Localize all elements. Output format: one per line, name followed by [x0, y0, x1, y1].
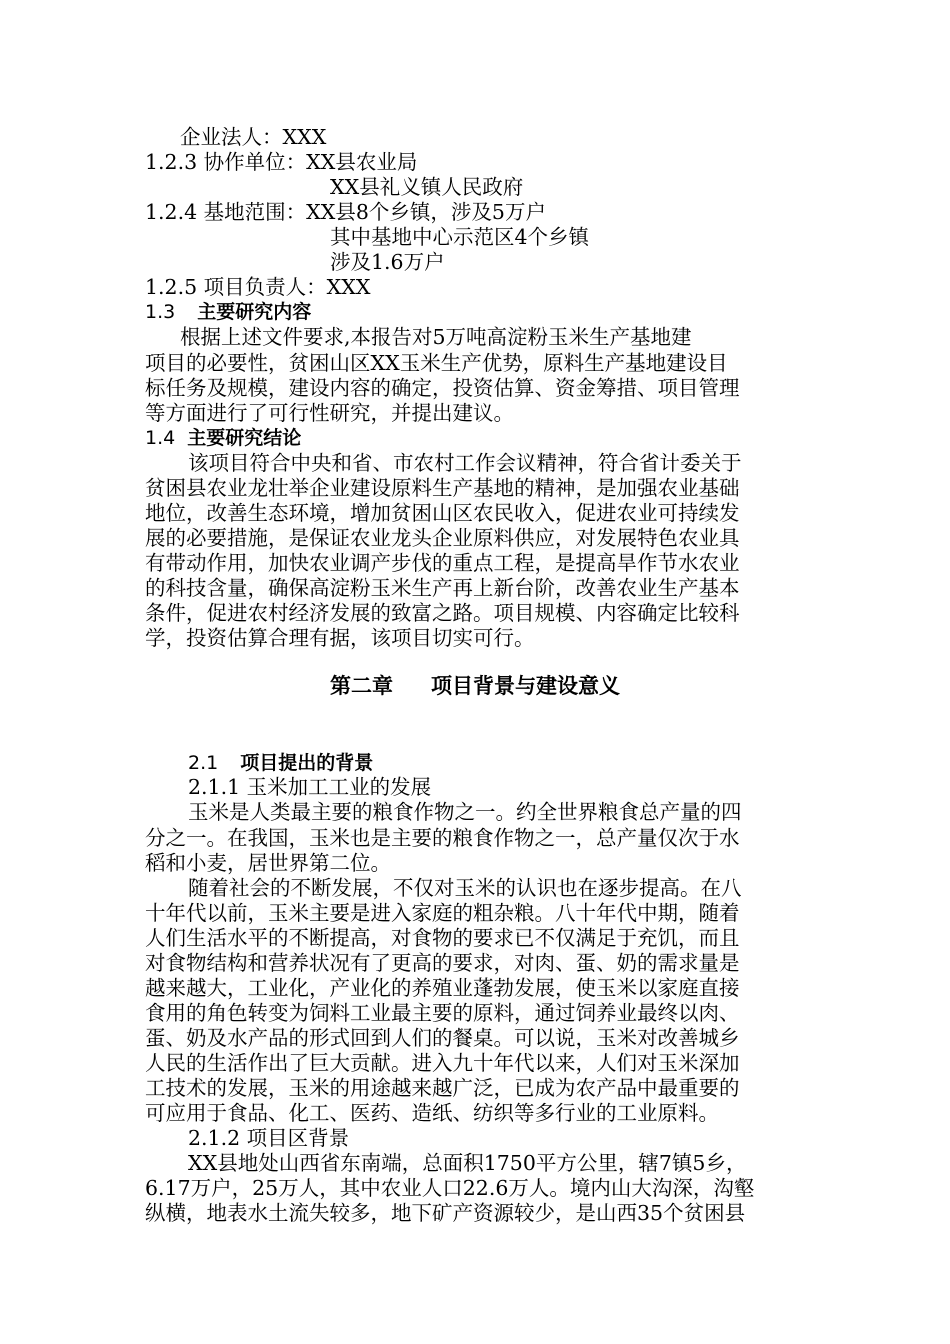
paragraph-line: 项目的必要性，贫困山区XX玉米生产优势，原料生产基地建设目 — [145, 351, 728, 375]
paragraph-line: 食用的角色转变为饲料工业最主要的原料，通过饲养业最终以肉、 — [145, 1001, 740, 1025]
section-number: 2.1 — [188, 752, 219, 774]
paragraph-line: 蛋、奶及水产品的形式回到人们的餐桌。可以说，玉米对改善城乡 — [145, 1026, 740, 1050]
paragraph-line: 稻和小麦，居世界第二位。 — [145, 851, 391, 875]
section-2-1-2-heading: 2.1.2 项目区背景 — [188, 1126, 350, 1150]
paragraph-line: 越来越大，工业化，产业化的养殖业蓬勃发展，使玉米以家庭直接 — [145, 976, 740, 1000]
section-1-2-3-continuation: XX县礼义镇人民政府 — [330, 175, 524, 199]
paragraph-line: 贫困县农业龙壮举企业建设原料生产基地的精神，是加强农业基础 — [145, 476, 740, 500]
section-1-2-5-line: 1.2.5 项目负责人：XXX — [145, 275, 371, 299]
section-2-1-heading — [188, 750, 373, 776]
paragraph-line: 地位，改善生态环境，增加贫困山区农民收入，促进农业可持续发 — [145, 501, 740, 525]
section-1-2-4-line: 1.2.4 基地范围：XX县8个乡镇，涉及5万户 — [145, 200, 546, 224]
legal-person-line: 企业法人：XXX — [180, 125, 327, 149]
section-1-2-4-continuation-2: 涉及1.6万户 — [330, 250, 445, 274]
section-number: 1.3 — [145, 301, 176, 323]
paragraph-line: 十年代以前，玉米主要是进入家庭的粗杂粮。八十年代中期，随着 — [145, 901, 740, 925]
paragraph-line: 纵横，地表水土流失较多，地下矿产资源较少，是山西35个贫困县 — [145, 1201, 746, 1225]
paragraph-line: 的科技含量，确保高淀粉玉米生产再上新台阶，改善农业生产基本 — [145, 576, 740, 600]
paragraph-line: 6.17万户，25万人，其中农业人口22.6万人。境内山大沟深，沟壑 — [145, 1176, 755, 1200]
paragraph-line: 分之一。在我国，玉米也是主要的粮食作物之一，总产量仅次于水 — [145, 826, 740, 850]
paragraph-line: XX县地处山西省东南端，总面积1750平方公里，辖7镇5乡， — [188, 1151, 747, 1175]
section-title: 主要研究结论 — [187, 427, 302, 449]
paragraph-line: 可应用于食品、化工、医药、造纸、纺织等多行业的工业原料。 — [145, 1101, 719, 1125]
section-title: 项目提出的背景 — [240, 752, 374, 774]
section-1-4-heading — [145, 425, 301, 451]
paragraph-line: 标任务及规模，建设内容的确定，投资估算、资金筹措、项目管理 — [145, 376, 740, 400]
paragraph-line: 等方面进行了可行性研究，并提出建议。 — [145, 401, 514, 425]
paragraph-line: 展的必要措施，是保证农业龙头企业原料供应，对发展特色农业具 — [145, 526, 740, 550]
paragraph-line: 人民的生活作出了巨大贡献。进入九十年代以来，人们对玉米深加 — [145, 1051, 740, 1075]
paragraph-line: 该项目符合中央和省、市农村工作会议精神，符合省计委关于 — [188, 451, 742, 475]
paragraph-line: 对食物结构和营养状况有了更高的要求，对肉、蛋、奶的需求量是 — [145, 951, 740, 975]
section-title: 主要研究内容 — [197, 301, 312, 323]
chapter-heading — [0, 672, 950, 700]
paragraph-line: 工技术的发展，玉米的用途越来越广泛，已成为农产品中最重要的 — [145, 1076, 740, 1100]
section-2-1-1-heading: 2.1.1 玉米加工工业的发展 — [188, 775, 432, 799]
paragraph-line: 人们生活水平的不断提高，对食物的要求已不仅满足于充饥，而且 — [145, 926, 740, 950]
chapter-title: 项目背景与建设意义 — [431, 674, 620, 698]
paragraph-line: 根据上述文件要求,本报告对5万吨高淀粉玉米生产基地建 — [180, 325, 692, 349]
paragraph-line: 有带动作用，加快农业调产步伐的重点工程，是提高旱作节水农业 — [145, 551, 740, 575]
paragraph-line: 玉米是人类最主要的粮食作物之一。约全世界粮食总产量的四 — [188, 800, 742, 824]
paragraph-line: 随着社会的不断发展，不仅对玉米的认识也在逐步提高。在八 — [188, 876, 742, 900]
section-1-2-4-continuation-1: 其中基地中心示范区4个乡镇 — [330, 225, 590, 249]
paragraph-line: 学，投资估算合理有据，该项目切实可行。 — [145, 626, 535, 650]
chapter-number: 第二章 — [330, 674, 393, 698]
section-number: 1.4 — [145, 427, 176, 449]
section-1-2-3-line: 1.2.3 协作单位：XX县农业局 — [145, 150, 418, 174]
section-1-3-heading — [145, 299, 311, 325]
paragraph-line: 条件，促进农村经济发展的致富之路。项目规模、内容确定比较科 — [145, 601, 740, 625]
